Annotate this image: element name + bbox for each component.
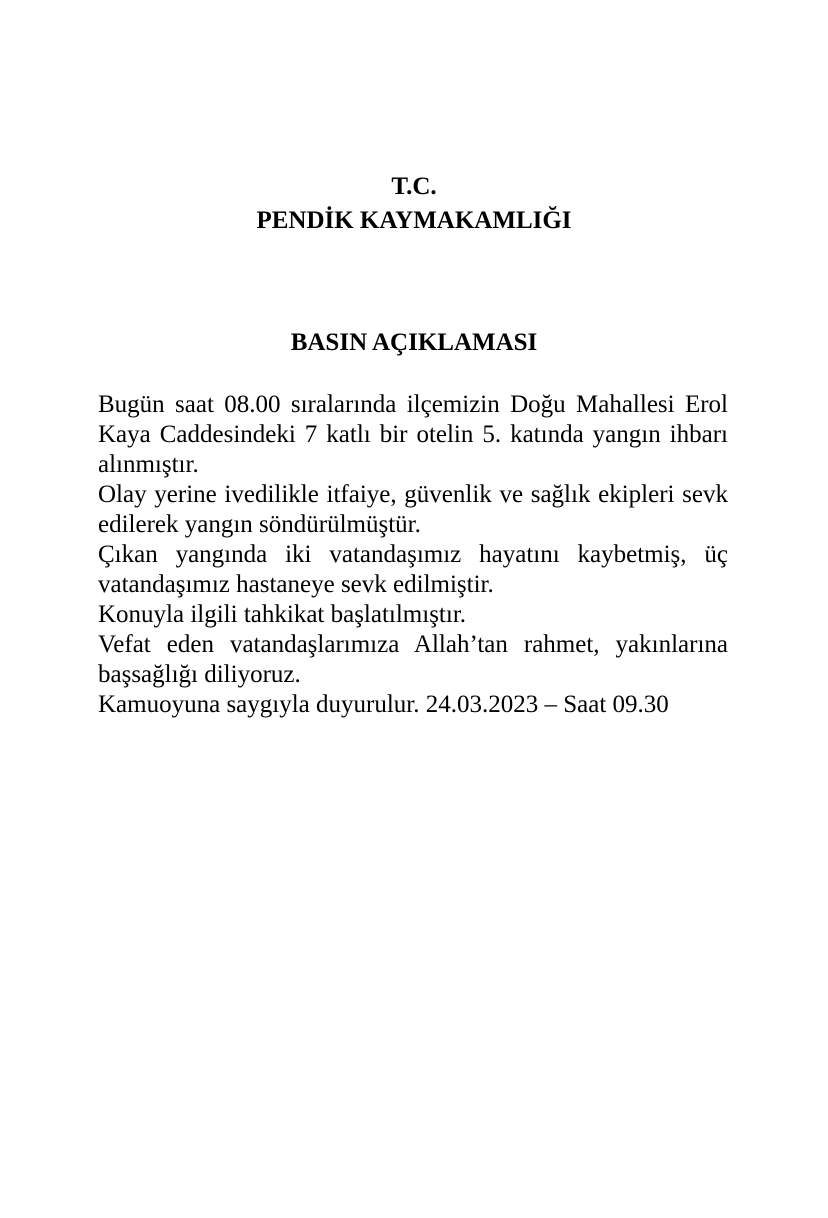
paragraph-condolences: Vefat eden vatandaşlarımıza Allah’tan rahmet, yakınlarına başsağlığı diliyoruz. [98,631,728,688]
header-line-tc: T.C. [391,173,437,200]
paragraph-casualties: Çıkan yangında iki vatandaşımız hayatını kaybetmiş, üç vatandaşımız hastaneye sevk edilmiştir. [98,541,728,598]
document-header [0,170,828,238]
header-line-office: PENDİK KAYMAKAMLIĞI [256,207,572,234]
paragraph-response: Olay yerine ivedilikle itfaiye, güvenlik ve sağlık ekipleri sevk edilerek yangın söndürülmüştür. [98,481,728,538]
document-title: BASIN AÇIKLAMASI [290,329,538,356]
paragraph-incident: Bugün saat 08.00 sıralarında ilçemizin Doğu Mahallesi Erol Kaya Caddesindeki 7 katlı bir otelin 5. katında yangın ihbarı alınmıştır. [98,391,728,478]
paragraph-announcement: Kamuoyuna saygıyla duyurulur. 24.03.2023 – Saat 09.30 [98,691,669,718]
document-body [98,390,728,720]
paragraph-investigation: Konuyla ilgili tahkikat başlatılmıştır. [98,601,467,628]
